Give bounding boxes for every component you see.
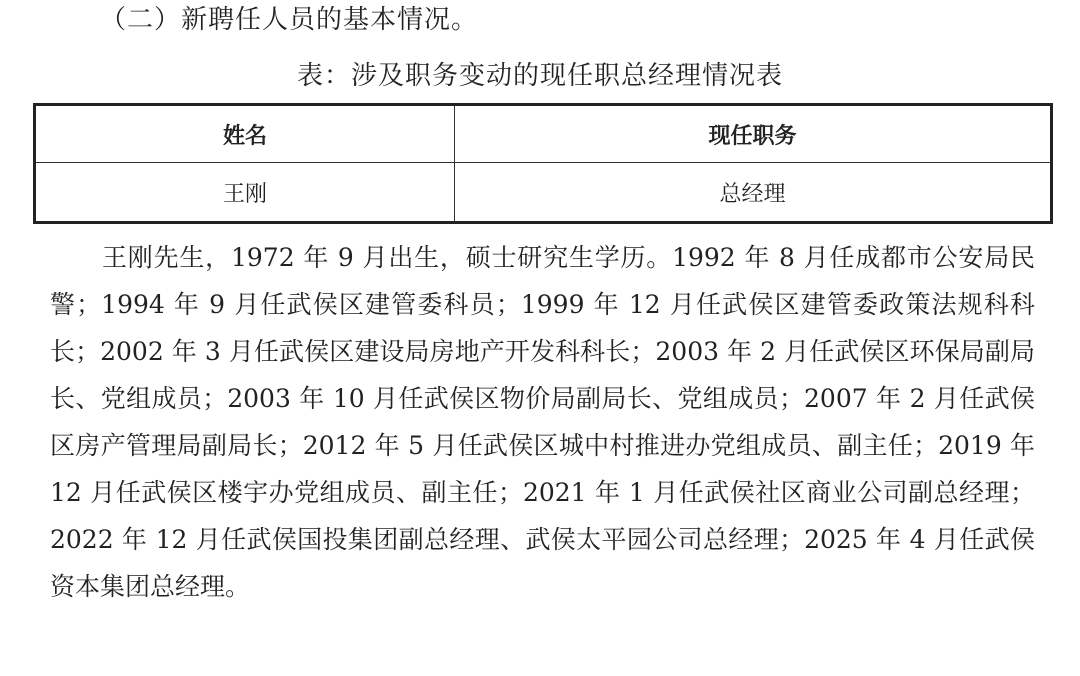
column-header-name: 姓名: [35, 105, 455, 163]
cell-name: 王刚: [35, 163, 455, 223]
biography-paragraph: 王刚先生，1972 年 9 月出生，硕士研究生学历。1992 年 8 月任成都市公安局民警；1994 年 9 月任武侯区建管委科员；1999 年 12 月任武侯区建管委政策法规科科长；2002 年 3 月任武侯区建设局房地产开发科科长；2003 年 2 月任武侯区环保局副局长、党组成员；2003 年 10 月任武侯区物价局副局长、党组成员；2007 年 2 月任武侯区房产管理局副局长；2012 年 5 月任武侯区城中村推进办党组成员、副主任；2019 年 12 月任武侯区楼宇办党组成员、副主任；2021 年 1 月任武侯社区商业公司副总经理；2022 年 12 月任武侯国投集团副总经理、武侯太平园公司总经理；2025 年 4 月任武侯资本集团总经理。: [50, 243, 1035, 601]
table-caption: 表：涉及职务变动的现任职总经理情况表: [296, 61, 783, 91]
table-header-row: [35, 105, 1052, 163]
column-header-position: 现任职务: [455, 105, 1052, 163]
cell-position: 总经理: [455, 163, 1052, 223]
table-row: [35, 163, 1052, 223]
personnel-table: [33, 103, 1053, 224]
section-heading: （二）新聘任人员的基本情况。: [100, 5, 479, 35]
